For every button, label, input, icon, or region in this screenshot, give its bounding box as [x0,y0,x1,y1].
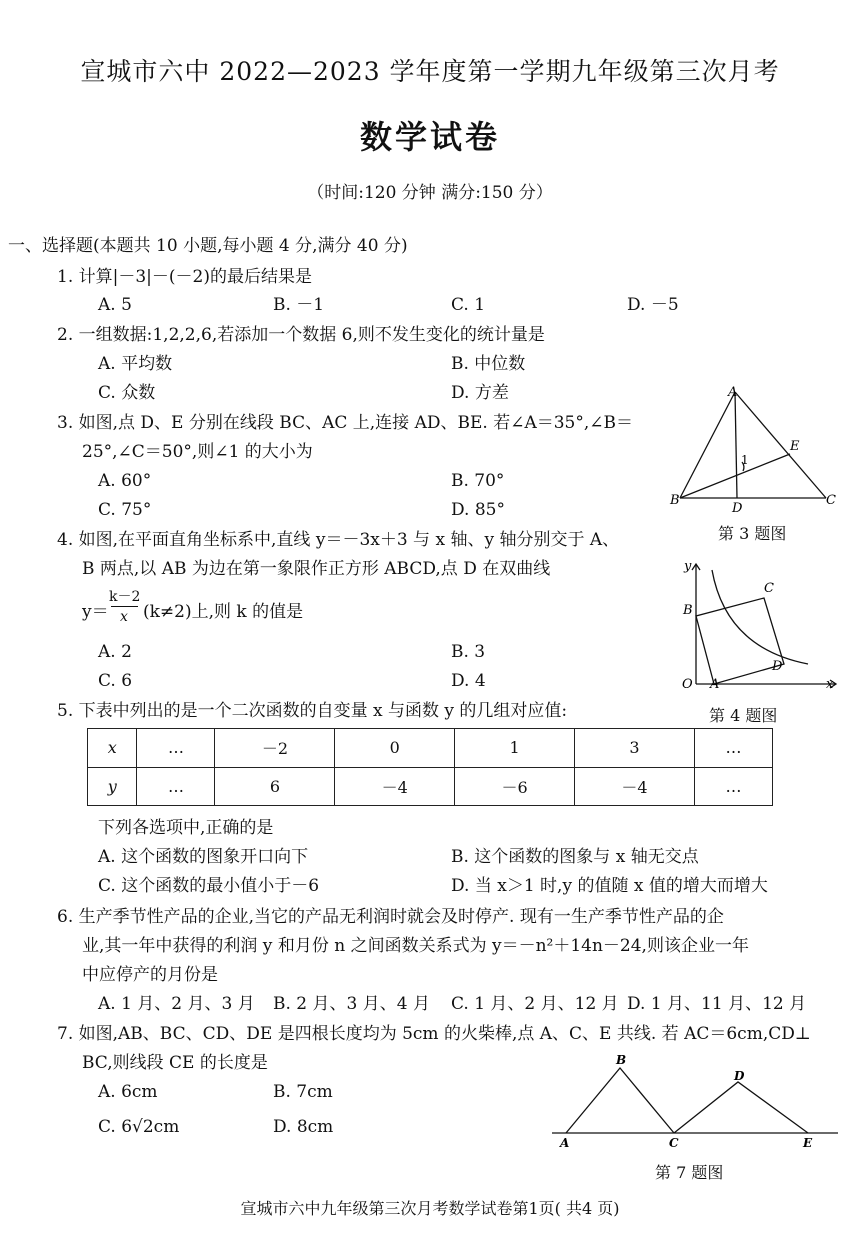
q4-label-c: C [764,581,774,596]
q5-stem: 5. 下表中列出的是一个二次函数的自变量 x 与函数 y 的几组对应值: [57,701,568,721]
q3-segment-ab [680,392,735,498]
table-cell: … [694,767,772,806]
q7-label-e: E [803,1136,813,1150]
q7-label-d: D [734,1069,745,1083]
q7-sticks-cde [674,1082,808,1133]
table-cell: … [137,767,215,806]
q3-figure-caption: 第 3 题图 [718,524,787,543]
q1-option-c: C. 1 [451,295,486,315]
table-cell: … [694,729,772,768]
q3-stem-line1: 3. 如图,点 D、E 分别在线段 BC、AC 上,连接 AD、BE. 若∠A＝35°,∠B＝ [57,413,633,433]
page-footer: 宣城市六中九年级第三次月考数学试卷第1页( 共4 页) [240,1199,620,1218]
q3-label-e: E [790,439,800,454]
q5-value-table [87,728,773,806]
q4-fraction-numerator: k－2 [109,589,141,605]
table-cell: 0 [335,729,455,768]
q3-option-d: D. 85° [451,500,505,520]
q7-option-b: B. 7cm [273,1082,333,1102]
q4-fraction-bar [111,606,138,607]
q4-label-y: y [684,559,692,574]
q3-segment-ac [735,392,826,498]
q5-option-b: B. 这个函数的图象与 x 轴无交点 [451,847,699,867]
q7-option-c: C. 6√2cm [98,1117,180,1137]
table-cell: 3 [575,729,695,768]
q3-label-c: C [826,493,836,508]
q7-option-a: A. 6cm [98,1082,158,1102]
q6-stem-line3: 中应停产的月份是 [82,965,218,985]
q6-option-c: C. 1 月、2 月、12 月 [451,994,619,1014]
q4-label-a: A [710,677,720,692]
q4-stem-line3-pre: y＝ [82,602,109,622]
q3-figure [668,378,840,514]
q3-segment-ad [735,392,737,498]
q1-stem: 1. 计算|－3|－(－2)的最后结果是 [57,267,312,287]
q5-option-a: A. 这个函数的图象开口向下 [98,847,309,867]
q4-option-c: C. 6 [98,671,133,691]
q7-option-d: D. 8cm [273,1117,334,1137]
q7-label-c: C [669,1136,679,1150]
q7-stem-line1: 7. 如图,AB、BC、CD、DE 是四根长度均为 5cm 的火柴棒,点 A、C、E 共线. 若 AC＝6cm,CD⊥ [57,1024,811,1044]
q4-label-d: D [772,659,783,674]
q1-option-d: D. －5 [627,295,679,315]
table-cell: －4 [335,767,455,806]
table-cell: x [88,729,137,768]
q3-option-b: B. 70° [451,471,505,491]
exam-meta: （时间:120 分钟 满分:150 分） [307,183,553,203]
q7-sticks-abc [566,1068,674,1133]
subject-title: 数学试卷 [359,118,500,156]
q3-option-c: C. 75° [98,500,152,520]
table-cell: －6 [455,767,575,806]
table-cell: 6 [215,767,335,806]
table-cell: －4 [575,767,695,806]
section-heading: 一、选择题(本题共 10 小题,每小题 4 分,满分 40 分) [8,236,408,256]
q4-stem-line2: B 两点,以 AB 为边在第一象限作正方形 ABCD,点 D 在双曲线 [82,559,551,579]
q3-label-a: A [728,385,738,400]
q2-stem: 2. 一组数据:1,2,2,6,若添加一个数据 6,则不发生变化的统计量是 [57,325,545,345]
table-cell: 1 [455,729,575,768]
q4-hyperbola [712,570,808,664]
exam-title: 宣城市六中 2022—2023 学年度第一学期九年级第三次月考 [80,57,780,86]
q1-option-b: B. －1 [273,295,325,315]
q4-figure [674,556,844,694]
q4-stem-line3-post: (k≠2)上,则 k 的值是 [143,602,304,622]
q4-fraction-denominator: x [120,609,128,625]
q5-option-c: C. 这个函数的最小值小于－6 [98,876,320,896]
table-row [88,767,773,806]
q5-option-d: D. 当 x＞1 时,y 的值随 x 值的增大而增大 [451,876,768,896]
q4-label-o: O [682,677,693,692]
q6-option-b: B. 2 月、3 月、4 月 [273,994,430,1014]
q7-stem-line2: BC,则线段 CE 的长度是 [82,1053,268,1073]
q4-stem-line1: 4. 如图,在平面直角坐标系中,直线 y＝－3x＋3 与 x 轴、y 轴分别交于 A、 [57,530,620,550]
q7-label-b: B [616,1053,627,1067]
q3-label-d: D [732,501,743,514]
q6-stem-line1: 6. 生产季节性产品的企业,当它的产品无利润时就会及时停产. 现有一生产季节性产品的企 [57,907,724,927]
table-cell: y [88,767,137,806]
table-row [88,729,773,768]
q4-option-b: B. 3 [451,642,486,662]
q4-option-d: D. 4 [451,671,486,691]
q3-stem-line2: 25°,∠C＝50°,则∠1 的大小为 [82,442,313,462]
q2-option-d: D. 方差 [451,383,509,403]
q3-option-a: A. 60° [98,471,152,491]
q3-label-angle1: 1 [741,453,749,467]
q3-label-b: B [670,493,680,508]
q4-option-a: A. 2 [98,642,132,662]
q1-option-a: A. 5 [98,295,132,315]
q6-stem-line2: 业,其一年中获得的利润 y 和月份 n 之间函数关系式为 y＝－n²＋14n－24,则该企业一年 [82,936,749,956]
q4-square-abcd [696,598,784,684]
q2-option-c: C. 众数 [98,383,156,403]
q4-figure-caption: 第 4 题图 [709,706,778,725]
q7-label-a: A [560,1136,570,1150]
q4-label-b: B [683,603,693,618]
q7-figure [548,1050,842,1150]
q6-option-d: D. 1 月、11 月、12 月 [627,994,807,1014]
table-cell: … [137,729,215,768]
q6-option-a: A. 1 月、2 月、3 月 [98,994,255,1014]
table-cell: －2 [215,729,335,768]
q4-label-x: x [826,677,834,692]
q5-lead: 下列各选项中,正确的是 [98,818,274,838]
q7-figure-caption: 第 7 题图 [655,1163,724,1182]
q2-option-a: A. 平均数 [98,354,173,374]
q3-segment-be [680,454,790,498]
q2-option-b: B. 中位数 [451,354,526,374]
